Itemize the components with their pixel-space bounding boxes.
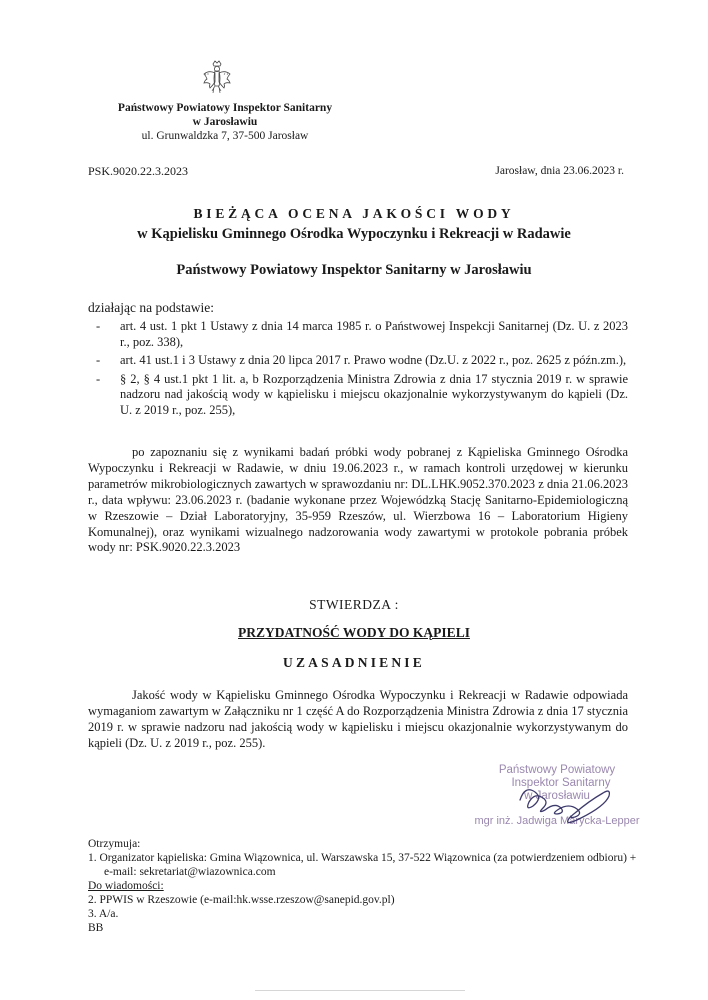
issuing-authority (100, 101, 350, 143)
place-and-date: Jarosław, dnia 23.06.2023 r. (495, 165, 624, 177)
document-title: BIEŻĄCA OCENA JAKOŚCI WODY (193, 206, 515, 221)
legal-basis-list (88, 319, 628, 421)
authority-address: ul. Grunwaldzka 7, 37-500 Jarosław (141, 130, 309, 142)
recipient-item: 3. A/a. (88, 908, 119, 920)
legal-basis-intro: działając na podstawie: (88, 300, 214, 315)
issuer-heading: Państwowy Powiatowy Inspektor Sanitarny w Jarosławiu (176, 262, 532, 278)
eagle-emblem-icon (202, 60, 232, 96)
states-heading: STWIERDZA : (309, 597, 399, 612)
author-initials: BB (88, 922, 104, 934)
legal-basis-item: - art. 4 ust. 1 pkt 1 Ustawy z dnia 14 marca 1985 r. o Państwowej Inspekcji Sanitarnej (Dz. U. z 2023 r., poz. 338), (96, 319, 628, 349)
cc-heading: Do wiadomości: (88, 880, 164, 892)
recipients-heading: Otrzymuja: (88, 838, 141, 850)
justification-heading: UZASADNIENIE (283, 655, 425, 670)
signatory-name: mgr inż. Jadwiga Marycka-Lepper (474, 815, 640, 827)
recipient-item: 2. PPWIS w Rzeszowie (e-mail:hk.wsse.rzeszow@sanepid.gov.pl) (88, 894, 395, 906)
justification-paragraph: Jakość wody w Kąpielisku Gminnego Ośrodka Wypoczynku i Rekreacji w Radawie odpowiada wymaganiom zawartym w Załączniku nr 1 część A do Rozporządzenia Ministra Zdrowia z dnia 17 stycznia 2019 r. w sprawie nadzoru nad jakością wody w kąpielisku i miejscu okazjonalnie wykorzystywanym do kąpieli (Dz. U. z 2019 r., poz. 255). (88, 688, 628, 750)
finding-result: PRZYDATNOŚĆ WODY DO KĄPIELI (238, 625, 470, 640)
authority-name: Państwowy Powiatowy Inspektor Sanitarny (117, 102, 333, 114)
document-subtitle: w Kąpielisku Gminnego Ośrodka Wypoczynku i Rekreacji w Radawie (137, 226, 571, 242)
recipients-section (88, 837, 648, 935)
handwritten-signature-icon (490, 770, 640, 830)
legal-basis-item: - § 2, § 4 ust.1 pkt 1 lit. a, b Rozporządzenia Ministra Zdrowia z dnia 17 stycznia 2019 r. w sprawie nadzoru nad jakością wody w kąpielisku i miejscu okazjonalnie wykorzystywanym do kąpieli (Dz. U. z 2019 r., poz. 255), (96, 371, 628, 417)
official-stamp: Państwowy Powiatowy Inspektor Sanitarny w Jarosławiu mgr inż. Jadwiga Marycka-Lepper (472, 764, 642, 828)
authority-city: w Jarosławiu (192, 116, 258, 128)
legal-basis-item: - art. 41 ust.1 i 3 Ustawy z dnia 20 lipca 2017 r. Prawo wodne (Dz.U. z 2022 r., poz. 2625 z późn.zm.), (96, 353, 627, 367)
recipient-item: 1. Organizator kąpieliska: Gmina Wiązownica, ul. Warszawska 15, 37-522 Wiązownica (za potwierdzeniem odbioru) + e-mail: sekretariat@wiazownica.com (88, 852, 637, 878)
footer-divider (255, 990, 465, 991)
reference-number: PSK.9020.22.3.2023 (88, 164, 189, 178)
findings-paragraph: po zapoznaniu się z wynikami badań próbki wody pobranej z Kąpieliska Gminnego Ośrodka Wypoczynku i Rekreacji w Radawie, w dniu 19.06.2023 r., w ramach kontroli urzędowej w kierunku parametrów mikrobiologicznych zawartych w sprawozdaniu nr: DL.LHK.9052.370.2023 z dnia 21.06.2023 r., data wpływu: 23.06.2023 r. (badanie wykonane przez Wojewódzką Stację Sanitarno-Epidemiologiczną w Rzeszowie – Dział Laboratoryjny, 35-959 Rzeszów, ul. Wierzbowa 16 – Laboratorium Higieny Komunalnej), oraz wynikami wizualnego nadzorowania wody zawartymi w protokole pobrania próbek wody nr: PSK.9020.22.3.2023 (88, 445, 628, 555)
